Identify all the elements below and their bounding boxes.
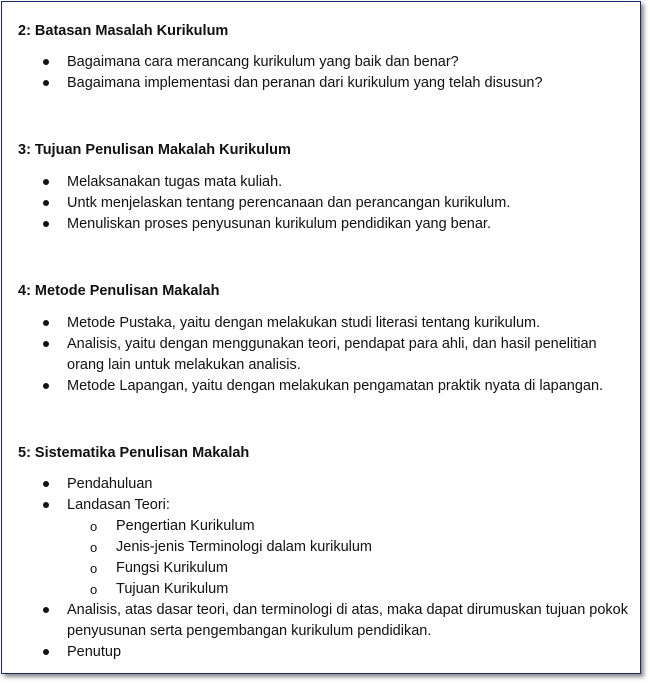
list-item: Untk menjelaskan tentang perencanaan dan perancangan kurikulum. bbox=[18, 193, 632, 214]
section-heading-batasan-masalah: 2: Batasan Masalah Kurikulum bbox=[18, 23, 229, 39]
list-item-label: Landasan Teori: bbox=[67, 497, 170, 513]
tujuan-penulisan-list bbox=[18, 172, 632, 235]
list-item: Metode Pustaka, yaitu dengan melakukan studi literasi tentang kurikulum. bbox=[18, 313, 632, 334]
list-item: Melaksanakan tugas mata kuliah. bbox=[18, 172, 632, 193]
list-item: Bagaimana cara merancang kurikulum yang baik dan benar? bbox=[18, 52, 632, 73]
list-item bbox=[18, 495, 632, 600]
batasan-masalah-list bbox=[18, 52, 632, 94]
section-heading-tujuan-penulisan: 3: Tujuan Penulisan Makalah Kurikulum bbox=[18, 142, 291, 158]
landasan-teori-sublist bbox=[67, 516, 632, 600]
document-frame bbox=[1, 1, 641, 674]
list-item: Metode Lapangan, yaitu dengan melakukan pengamatan praktik nyata di lapangan. bbox=[18, 376, 632, 397]
list-item: Bagaimana implementasi dan peranan dari kurikulum yang telah disusun? bbox=[18, 73, 632, 94]
list-item: Pendahuluan bbox=[18, 474, 632, 495]
section-heading-metode-penulisan: 4: Metode Penulisan Makalah bbox=[18, 283, 220, 299]
section-heading-sistematika-penulisan: 5: Sistematika Penulisan Makalah bbox=[18, 445, 250, 461]
list-item: Analisis, atas dasar teori, dan terminologi di atas, maka dapat dirumuskan tujuan pokok penyusunan serta pengembangan kurikulum pendidikan. bbox=[18, 600, 632, 642]
sub-list-item: o Jenis-jenis Terminologi dalam kurikulum bbox=[67, 537, 632, 558]
sub-list-item: o Fungsi Kurikulum bbox=[67, 558, 632, 579]
metode-penulisan-list bbox=[18, 313, 632, 397]
list-item: Analisis, yaitu dengan menggunakan teori, pendapat para ahli, dan hasil penelitian orang lain untuk melakukan analisis. bbox=[18, 334, 632, 376]
sub-list-item: o Pengertian Kurikulum bbox=[67, 516, 632, 537]
list-item: Menuliskan proses penyusunan kurikulum pendidikan yang benar. bbox=[18, 214, 632, 235]
list-item: Penutup bbox=[18, 642, 632, 663]
sub-list-item: o Tujuan Kurikulum bbox=[67, 579, 632, 600]
sistematika-penulisan-list bbox=[18, 474, 632, 663]
